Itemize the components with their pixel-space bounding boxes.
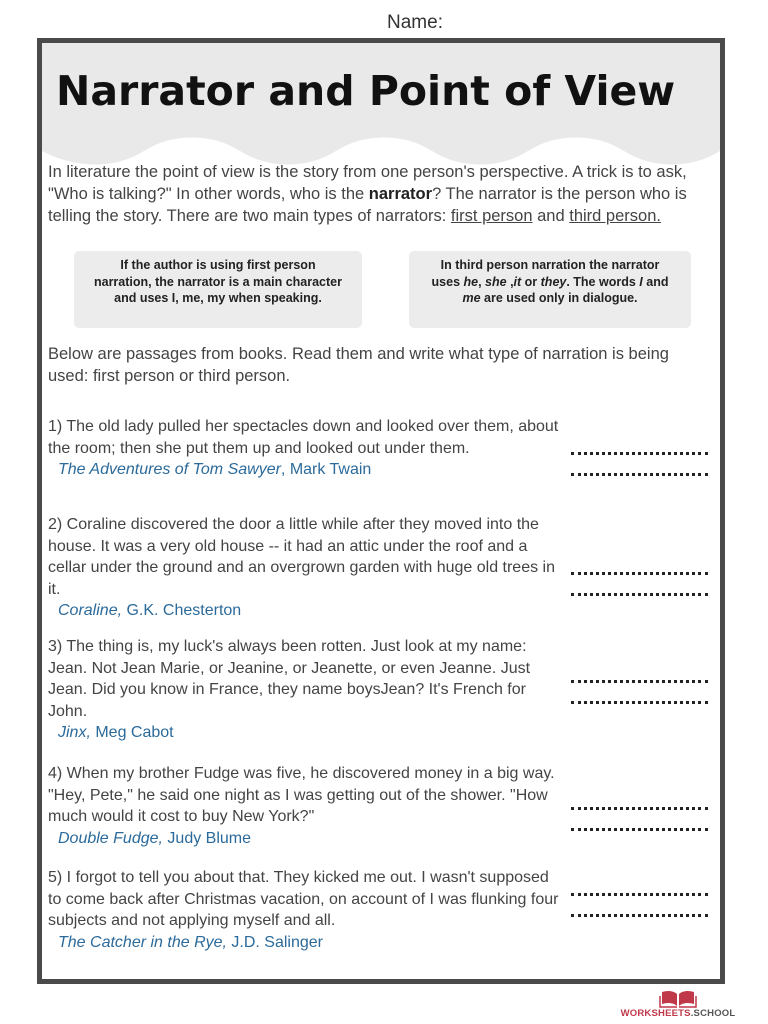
first-person-callout: If the author is using first person narration, the narrator is a main character and uses I, me, my when speaking.: [74, 251, 362, 328]
third-person-term: third person.: [569, 207, 661, 225]
book-title: Coraline,: [58, 602, 123, 619]
answer-lines-4[interactable]: [571, 789, 711, 831]
callout-text: . The words: [566, 274, 640, 289]
passage-source: [48, 828, 563, 850]
worksheets-school-logo: [618, 988, 738, 1022]
intro-text-2: ? The narrator is the person who is telling the story. There are two main types of narrators:: [48, 185, 687, 225]
passage-4: [48, 763, 563, 849]
worksheet-frame: [37, 38, 725, 984]
intro-paragraph: [48, 161, 713, 227]
pronoun-it: it: [513, 274, 522, 289]
pronoun-they: they: [540, 274, 567, 289]
pronoun-i: I: [639, 274, 643, 289]
logo-suffix: .SCHOOL: [690, 1008, 736, 1019]
passage-source: [48, 600, 563, 622]
book-title: Double Fudge,: [58, 829, 163, 847]
first-person-term: first person: [450, 207, 533, 225]
open-book-icon: [618, 988, 738, 1008]
callout-text: In third person narration the narrator uses: [431, 258, 660, 289]
passage-text: 4) When my brother Fudge was five, he discovered money in a big way. "Hey, Pete," he said one night as I was getting out of the shower. "How much would it cost to buy New York?": [48, 765, 555, 825]
answer-lines-1[interactable]: [571, 434, 711, 476]
book-title: Jinx,: [58, 724, 91, 741]
callout-text: or: [521, 274, 541, 289]
passage-text: 5) I forgot to tell you about that. They kicked me out. I wasn't supposed to come back after Christmas vacation, on account of I was flunking four subjects and not applying myself and all.: [48, 869, 559, 929]
passage-text: 1) The old lady pulled her spectacles down and looked over them, about the room; then she put them up and looked out under them.: [48, 418, 559, 457]
passage-text: 3) The thing is, my luck's always been rotten. Just look at my name: Jean. Not Jean Marie, or Jeanine, or Jeanette, or even Jeanne. Just Jean. Did you know in France, they name boysJean? It's French for John.: [48, 638, 531, 720]
intro-and: and: [532, 207, 570, 225]
pronoun-she: she: [485, 274, 507, 289]
book-author: Meg Cabot: [90, 724, 174, 741]
answer-line[interactable]: [571, 896, 708, 917]
intro-text-1: In literature the point of view is the story from one person's perspective. A trick is to ask, "Who is talking?" In other words, who is the: [48, 163, 687, 203]
answer-line[interactable]: [571, 575, 708, 596]
logo-wordmark: [618, 1008, 738, 1019]
answer-line[interactable]: [571, 662, 708, 683]
passage-text: 2) Coraline discovered the door a little while after they moved into the house. It was a very old house -- it had an attic under the roof and a cellar under the ground and an overgrown garden with huge old trees in it.: [48, 516, 555, 598]
answer-line[interactable]: [571, 683, 708, 704]
answer-lines-3[interactable]: [571, 662, 711, 704]
book-title: The Catcher in the Rye,: [58, 933, 227, 951]
callout-text: are used only in dialogue.: [480, 291, 638, 305]
book-title: The Adventures of Tom Sawyer: [58, 461, 281, 478]
callout-text: and: [642, 274, 669, 289]
pronoun-he: he: [463, 274, 479, 289]
answer-lines-5[interactable]: [571, 875, 711, 917]
logo-brand: WORKSHEETS: [620, 1008, 691, 1019]
book-author: J.D. Salinger: [226, 933, 324, 951]
passage-source: [48, 459, 563, 481]
answer-lines-2[interactable]: [571, 554, 711, 596]
answer-line[interactable]: [571, 434, 708, 455]
passage-5: [48, 867, 563, 953]
passage-1: [48, 416, 563, 481]
pronoun-me: me: [462, 291, 481, 305]
passage-3: [48, 636, 563, 744]
answer-line[interactable]: [571, 875, 708, 896]
answer-line[interactable]: [571, 810, 708, 831]
callout-text: ,: [478, 274, 486, 289]
passage-source: [48, 722, 563, 744]
book-author: G.K. Chesterton: [122, 602, 242, 619]
narrator-term: narrator: [368, 185, 433, 203]
passage-2: [48, 514, 563, 622]
callout-text: ,: [506, 274, 514, 289]
page-title: Narrator and Point of View: [56, 67, 676, 115]
instructions: Below are passages from books. Read them and write what type of narration is being used: first person or third person.: [48, 345, 669, 385]
answer-line[interactable]: [571, 554, 708, 575]
third-person-callout: [409, 251, 691, 328]
book-author: , Mark Twain: [280, 461, 372, 478]
name-label: Name:: [387, 12, 443, 33]
passage-source: [48, 932, 563, 954]
answer-line[interactable]: [571, 455, 708, 476]
book-author: Judy Blume: [162, 829, 252, 847]
answer-line[interactable]: [571, 789, 708, 810]
